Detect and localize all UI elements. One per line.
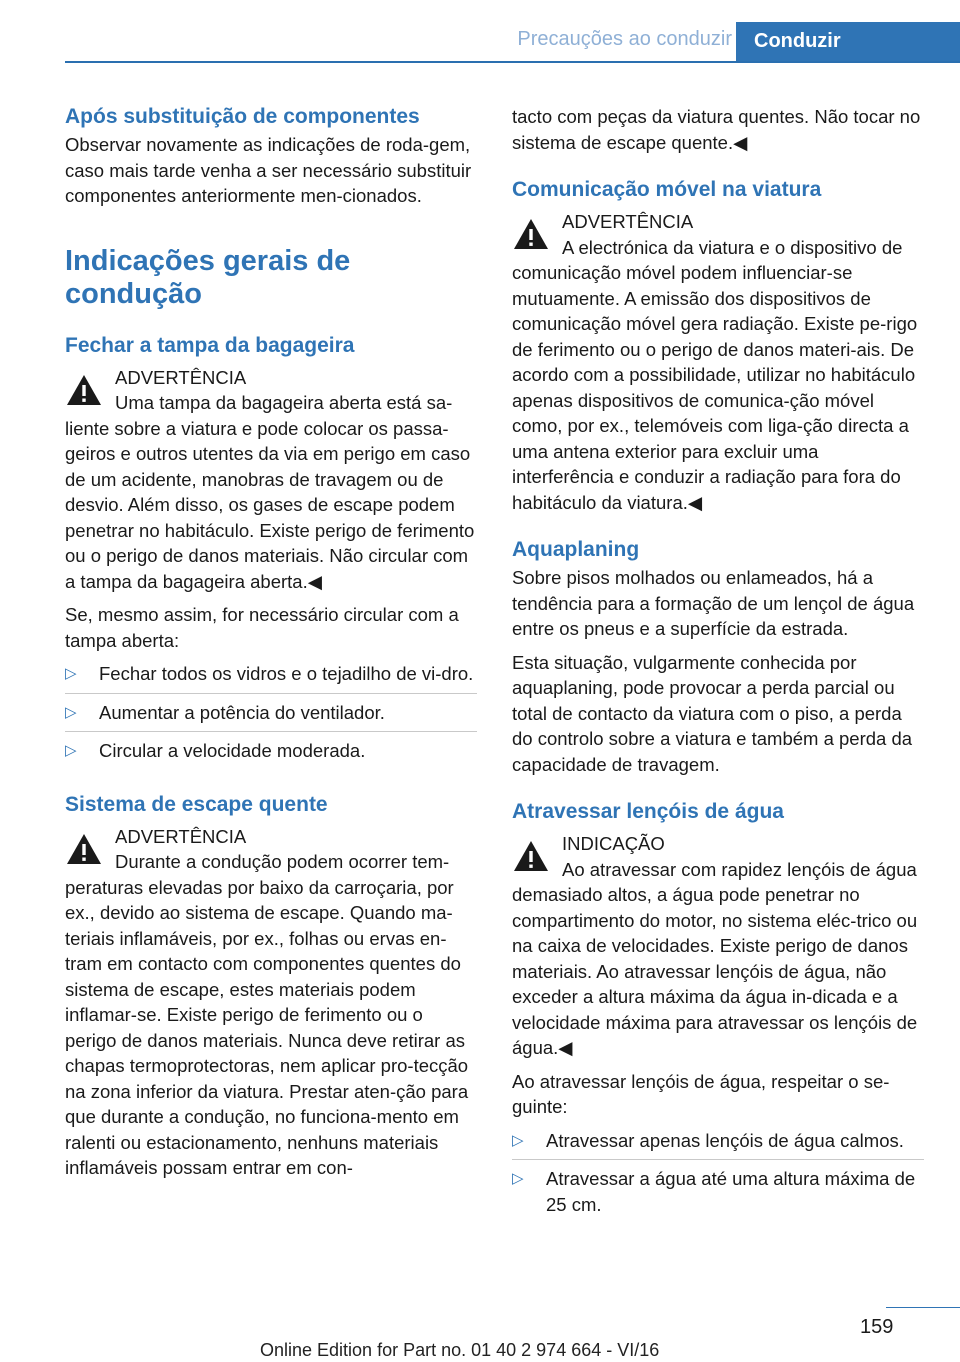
warning-block-mobile [512, 209, 924, 515]
list-item: ▷ Circular a velocidade moderada. [65, 738, 477, 770]
paragraph-aquaplaning-2: Esta situação, vulgarmente conhecida por aquaplaning, pode provocar a perda parcial ou total de contacto da viatura com o piso, a perda do controlo sobre a viatura e também a perda da capacidade de travagem. [512, 651, 913, 775]
warning-triangle-icon [512, 839, 550, 873]
list-item: ▷ Fechar todos os vidros e o tejadilho de vi-dro. [65, 661, 477, 694]
paragraph-aquaplaning-1: Sobre pisos molhados ou enlameados, há a tendência para a formação de um lençol de água entre os pneus e a superfície da estrada. [512, 567, 915, 639]
warning-block-exhaust [65, 824, 477, 1181]
footer-edition: Online Edition for Part no. 01 40 2 974 664 - VI/16 [260, 1340, 660, 1360]
triangle-bullet-icon: ▷ [65, 703, 77, 721]
section-title-tailgate: Fechar a tampa da bagageira [65, 333, 355, 357]
triangle-bullet-icon: ▷ [512, 1131, 524, 1149]
notice-text: Ao atravessar com rapidez lençóis de água demasiado altos, a água pode penetrar no compartimento do motor, no sistema eléc-trico ou na caixa de velocidades. Existe perigo de danos materiais. Ao atravessar lençóis de água, não exceder a altura máxima da água in-dicada e a velocidade máxima para atravessar os lençóis de água.◀ [512, 858, 918, 1058]
section-title-exhaust: Sistema de escape quente [65, 792, 328, 816]
list-item: ▷ Aumentar a potência do ventilador. [65, 700, 477, 733]
bullet-list-water [512, 1128, 924, 1224]
triangle-bullet-icon: ▷ [65, 742, 77, 759]
header-chapter-tab: Conduzir [736, 22, 960, 62]
section-title-water: Atravessar lençóis de água [512, 800, 784, 823]
warning-block-tailgate [65, 365, 477, 595]
list-item: ▷ Atravessar apenas lençóis de água calmos. [512, 1128, 924, 1161]
paragraph-exhaust-continued: tacto com peças da viatura quentes. Não tocar no sistema de escape quente.◀ [512, 106, 921, 153]
page-number: 159 [860, 1316, 894, 1338]
chapter-heading: Indicações gerais de condução [65, 244, 351, 310]
warning-label: ADVERTÊNCIA [115, 825, 247, 847]
left-column [65, 104, 477, 1189]
footer-rule [886, 1307, 960, 1308]
warning-triangle-icon [65, 832, 103, 866]
right-column [512, 104, 924, 1229]
notice-label: INDICAÇÃO [562, 833, 665, 854]
paragraph-components: Observar novamente as indicações de roda-gem, caso mais tarde venha a ser necessário substituir componentes anteriormente men-cionados. [65, 134, 472, 206]
notice-block-water [512, 831, 924, 1061]
warning-label: ADVERTÊNCIA [562, 211, 694, 232]
section-title-aquaplaning: Aquaplaning [512, 538, 640, 561]
warning-text: Uma tampa da bagageira aberta está sa-liente sobre a viatura e pode colocar os passa-geiros e outros utentes da via em perigo em caso de um acidente, manobras de travagem ou de desvio. Além disso, os gases de escape podem penetrar no habitáculo. Existe perigo de ferimento ou o perigo de danos materiais. Não circular com a tampa da bagageira aberta.◀ [65, 392, 475, 592]
paragraph-tailgate-intro: Se, mesmo assim, for necessário circular com a tampa aberta: [65, 604, 459, 651]
section-title-components: Após substituição de componentes [65, 105, 420, 128]
warning-text: A electrónica da viatura e o dispositivo de comunicação móvel podem influenciar-se mutuamente. A emissão dos dispositivos de comunicação móvel gera radiação. Existe pe-rigo de ferimento ou o perigo de danos materi-ais. De acordo com a possibilidade, utilizar no habitáculo apenas dispositivos de comunica-ção móvel como, por ex., telemóveis com liga-ção directa a uma antena exterior para excluir uma interferência e conduzir a radiação para fora do habitáculo da viatura.◀ [512, 236, 918, 513]
header-section-title: Precauções ao conduzir [517, 28, 732, 50]
warning-label: ADVERTÊNCIA [115, 366, 247, 388]
bullet-list-tailgate [65, 661, 477, 770]
section-title-mobile: Comunicação móvel na viatura [512, 178, 822, 201]
warning-text: Durante a condução podem ocorrer tem-peraturas elevadas por baixo da carroçaria, por ex., devido ao sistema de escape. Quando ma-teriais inflamáveis, por ex., folhas ou ervas en-tram em contacto com componentes quentes do sistema de escape, estes materiais podem inflamar-se. Existe perigo de ferimento ou o perigo de danos materiais. Nunca deve retirar as chapas termoprotectoras, nem aplicar pro-tecção na zona inferior da viatura. Prestar aten-ção para que durante a condução, no funciona-mento em ralenti ou estacionamento, nenhuns materiais inflamáveis possam entrar em con- [65, 851, 469, 1178]
triangle-bullet-icon: ▷ [512, 1170, 524, 1187]
list-item: ▷ Atravessar a água até uma altura máxima de 25 cm. [512, 1168, 916, 1215]
header-rule [65, 61, 960, 63]
triangle-bullet-icon: ▷ [65, 665, 77, 682]
warning-triangle-icon [512, 217, 550, 251]
paragraph-water-intro: Ao atravessar lençóis de água, respeitar o se-guinte: [512, 1070, 890, 1117]
warning-triangle-icon [65, 373, 103, 407]
